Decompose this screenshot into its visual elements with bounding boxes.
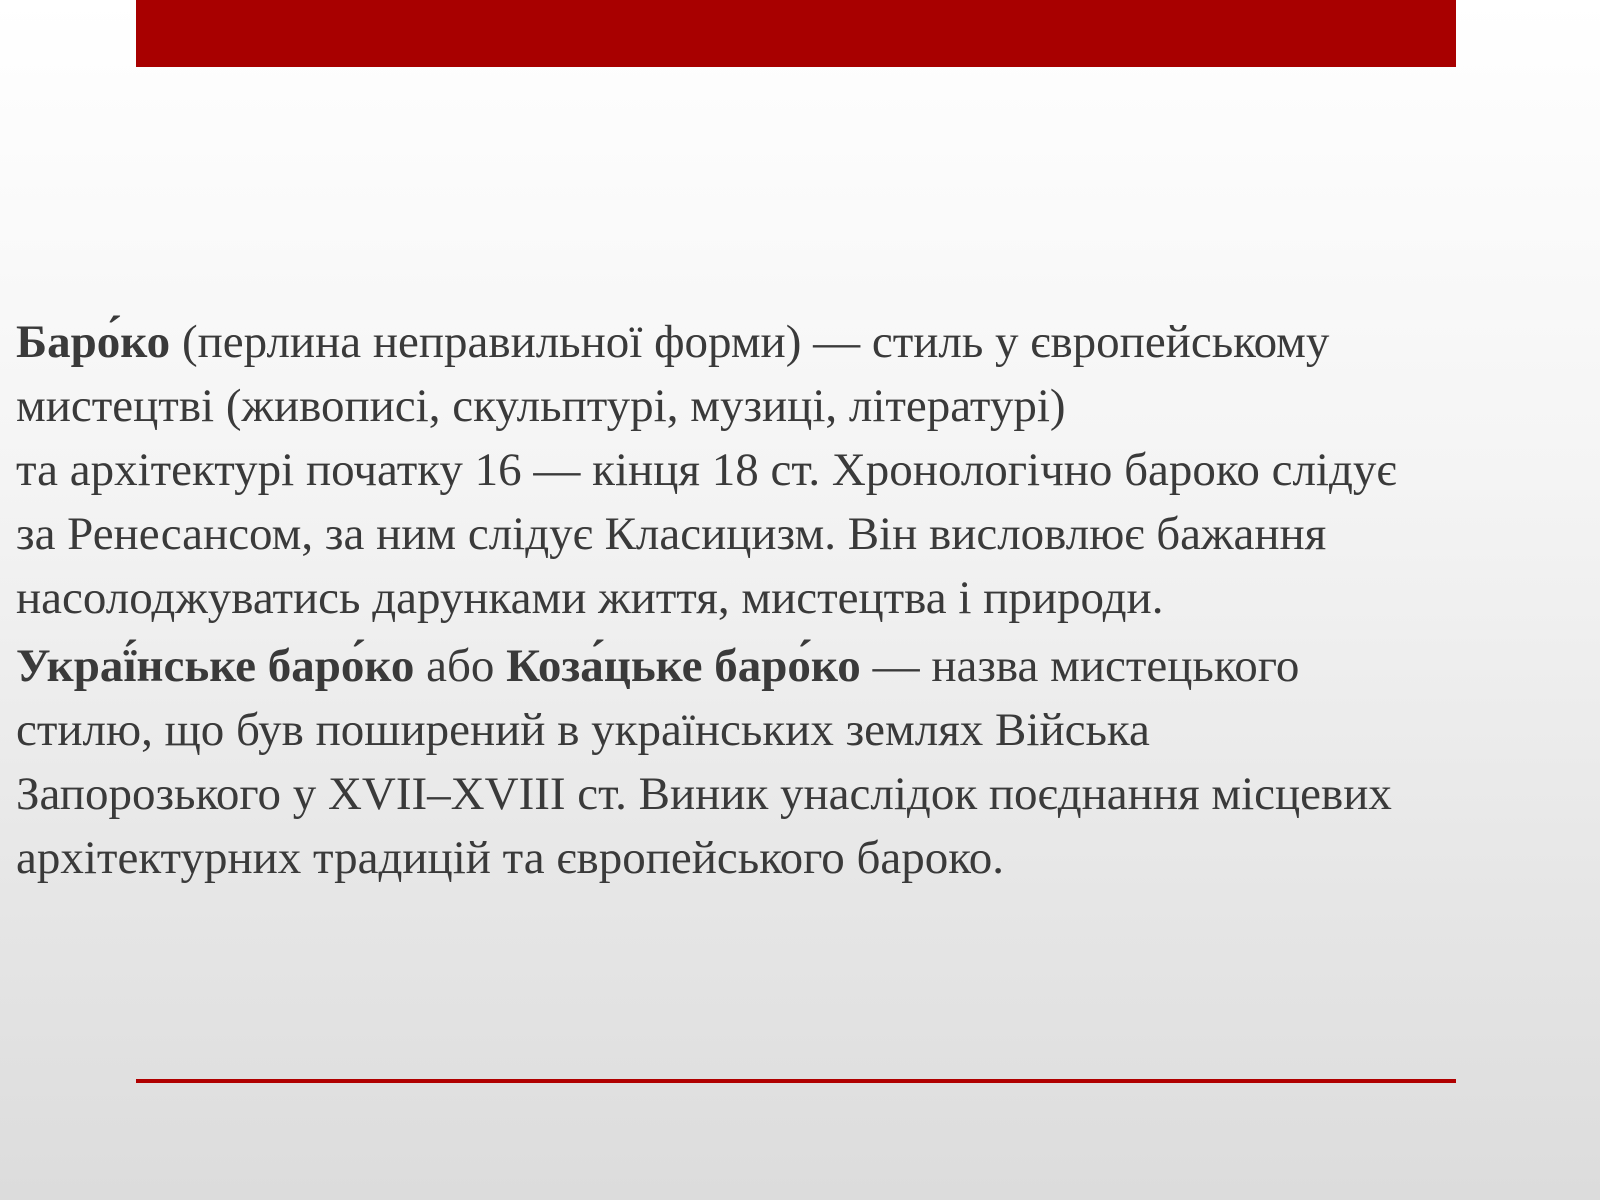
term-cossack-baroque: Коза́цьке баро́ко [506,640,861,692]
paragraph-ukrainian-baroque [16,634,1596,890]
paragraph1-line4: за Ренесансом, за ним слідує Класицизм. Він висловлює бажання [16,508,1327,560]
connector-text: або [414,640,507,692]
top-accent-bar [136,0,1456,67]
paragraph-baroque-definition [16,310,1596,630]
paragraph2-line4: архітектурних традицій та європейського бароко. [16,832,1004,884]
paragraph2-line2: стилю, що був поширений в українських землях Війська [16,704,1150,756]
paragraph1-line1: (перлина неправильної форми) — стиль у європейському [170,316,1330,368]
paragraph1-line5: насолоджуватись дарунками життя, мистецтва і природи. [16,572,1164,624]
paragraph1-line2: мистецтві (живописі, скульптурі, музиці, літературі) [16,380,1066,432]
term-ukrainian-baroque: Украї́нське баро́ко [16,640,415,692]
bottom-divider-line [136,1079,1456,1083]
slide-body [16,310,1596,890]
term-baroque: Баро́ко [16,316,171,368]
paragraph2-line3: Запорозького у XVII–XVIII ст. Виник унаслідок поєднання місцевих [16,768,1392,820]
paragraph1-line3: та архітектурі початку 16 — кінця 18 ст. Хронологічно бароко слідує [16,444,1397,496]
paragraph2-line1: — назва мистецького [860,640,1300,692]
